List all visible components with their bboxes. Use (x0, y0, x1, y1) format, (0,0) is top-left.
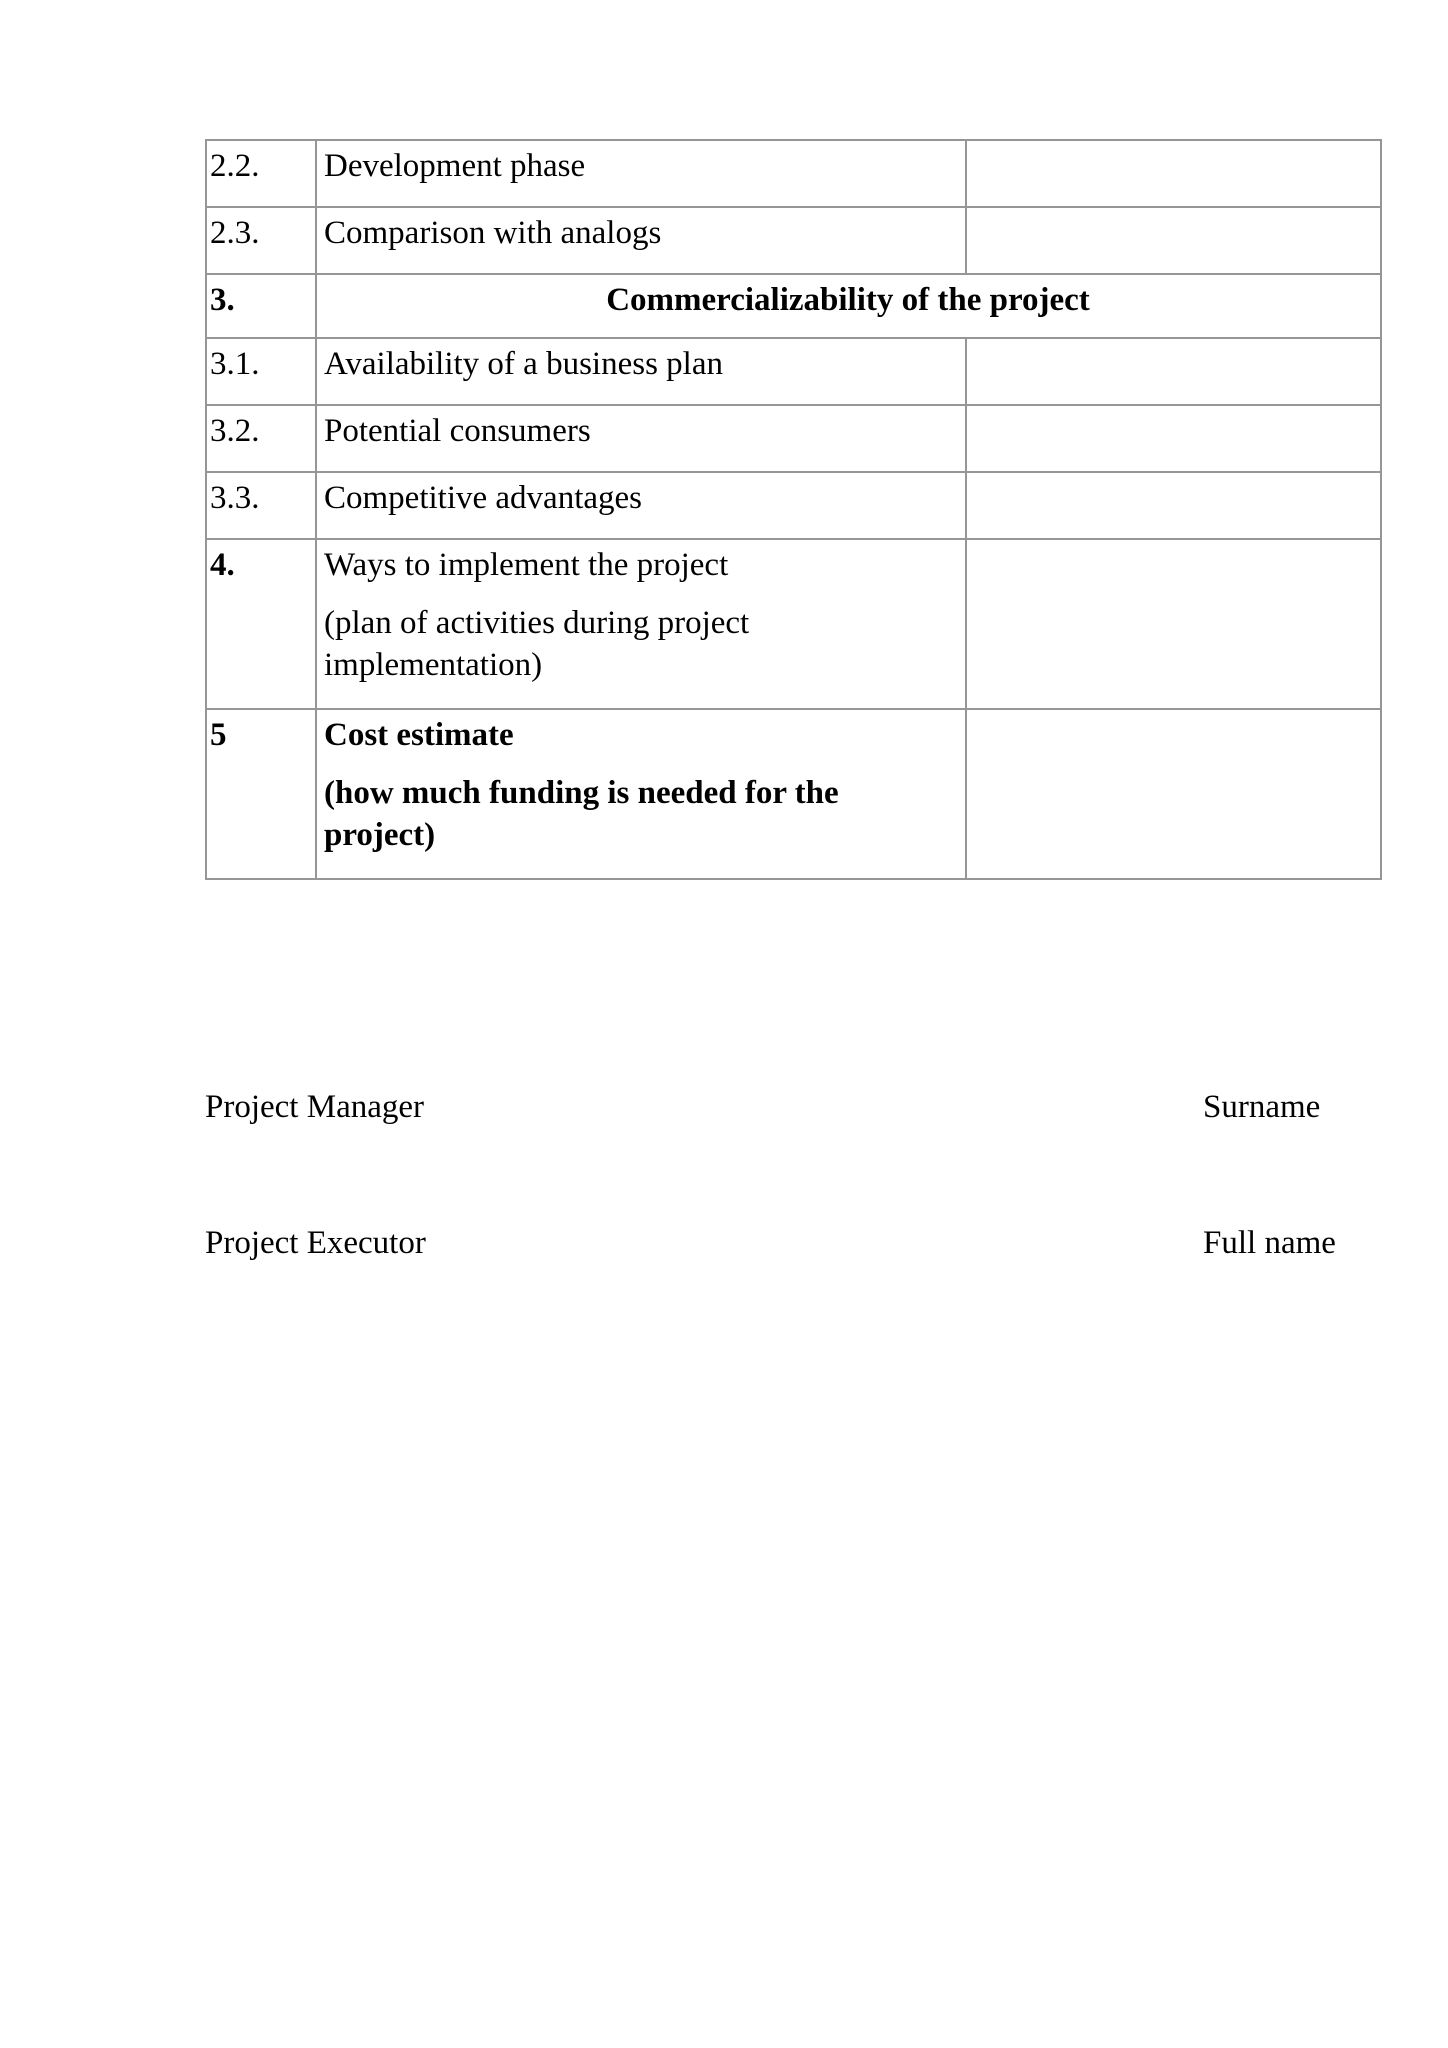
manager-surname-placeholder: Surname (1203, 1089, 1321, 1125)
row-label-cell (316, 140, 966, 207)
table-row (206, 140, 1381, 207)
row-label: Development phase (324, 148, 586, 184)
row-value-cell[interactable] (966, 709, 1381, 879)
row-label-cell (316, 338, 966, 405)
row-number-cell: 3.2. (206, 405, 316, 472)
project-executor-label: Project Executor (205, 1225, 426, 1261)
row-label-cell (316, 405, 966, 472)
row-value-cell[interactable] (966, 338, 1381, 405)
row-value-cell[interactable] (966, 472, 1381, 539)
table-row (206, 274, 1381, 338)
table-row (206, 405, 1381, 472)
row-value-cell[interactable] (966, 539, 1381, 709)
row-value-cell[interactable] (966, 140, 1381, 207)
row-value-cell[interactable] (966, 405, 1381, 472)
row-label: Availability of a business plan (324, 346, 723, 382)
row-number-cell: 3.3. (206, 472, 316, 539)
table-row (206, 709, 1381, 879)
table-row (206, 539, 1381, 709)
row-label: Ways to implement the project (324, 547, 729, 583)
project-manager-label: Project Manager (205, 1089, 424, 1125)
row-sublabel: (how much funding is needed for the project) (324, 775, 839, 853)
project-summary-table (205, 139, 1382, 880)
signature-row-manager (205, 1086, 1385, 1128)
row-label-cell (316, 709, 966, 879)
row-number-cell: 2.2. (206, 140, 316, 207)
row-number-cell: 3. (206, 274, 316, 338)
row-number-cell: 4. (206, 539, 316, 709)
signature-row-executor (205, 1222, 1385, 1264)
row-label: Cost estimate (324, 717, 514, 753)
row-number-cell: 5 (206, 709, 316, 879)
row-number-cell: 2.3. (206, 207, 316, 274)
executor-full-name-placeholder: Full name (1203, 1225, 1336, 1261)
row-value-cell[interactable] (966, 207, 1381, 274)
row-number-cell: 3.1. (206, 338, 316, 405)
row-label: Commercializability of the project (606, 282, 1090, 318)
table-row (206, 338, 1381, 405)
row-sublabel: (plan of activities during project implementation) (324, 605, 750, 683)
row-label-cell (316, 539, 966, 709)
row-label-cell (316, 207, 966, 274)
table-row (206, 207, 1381, 274)
table-row (206, 472, 1381, 539)
row-label-cell (316, 472, 966, 539)
row-label: Comparison with analogs (324, 215, 662, 251)
row-label: Potential consumers (324, 413, 591, 449)
row-label-cell (316, 274, 1381, 338)
row-label: Competitive advantages (324, 480, 642, 516)
